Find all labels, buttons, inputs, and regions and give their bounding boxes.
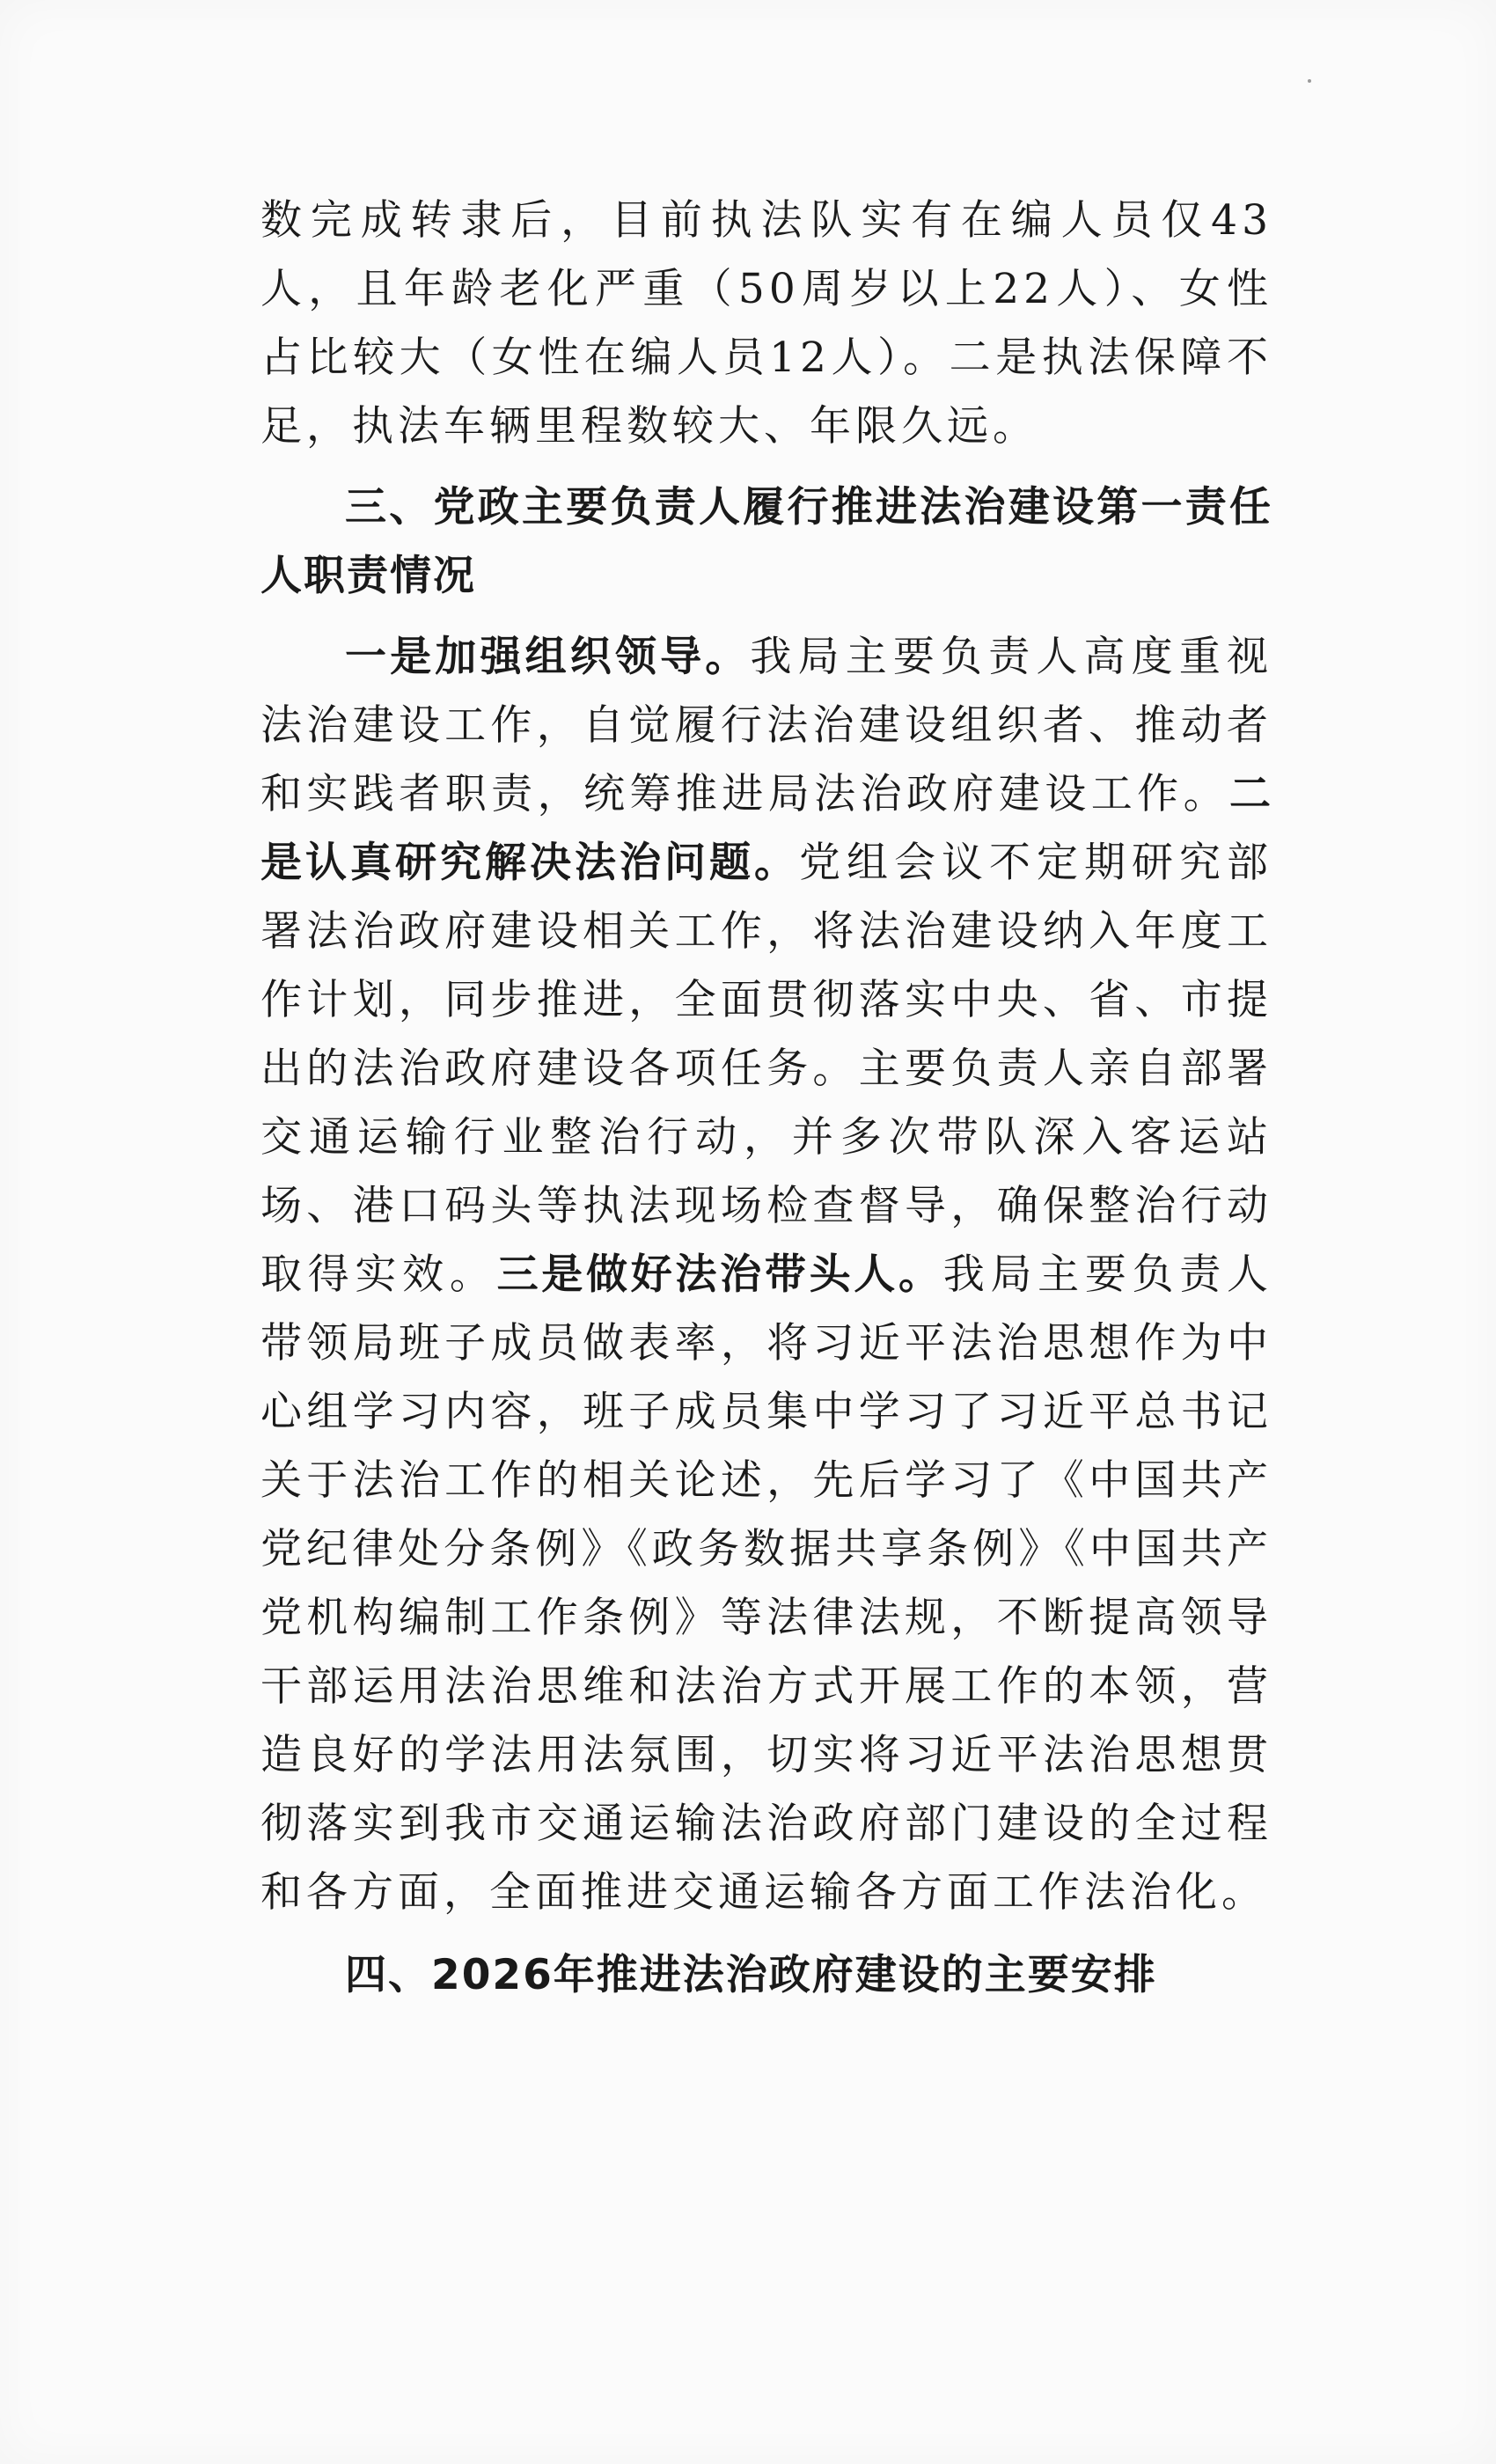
scan-speck (1308, 79, 1311, 83)
text-organization: 我局主要负责人高度重视法治建设工作，自觉履行法治建设组织者、推动者和实践者职责，统筹推进局法治政府建设工作。 (260, 633, 1273, 818)
paragraph-staffing: 数完成转隶后，目前执法队实有在编人员仅43人，且年龄老化严重（50周岁以上22人）、女性占比较大（女性在编人员12人）。二是执法保障不足，执法车辆里程数较大、年限久远。 (260, 196, 1272, 451)
section-heading-3: 三、党政主要负责人履行推进法治建设第一责任人职责情况 (260, 483, 1272, 600)
text-example: 我局主要负责人带领局班子成员做表率，将习近平法治思想作为中心组学习内容，班子成员集中学习了习近平总书记关于法治工作的相关论述，先后学习了《中国共产党纪律处分条例》《政务数据共享条例》《中国共产党机构编制工作条例》等法律法规，不断提高领导干部运用法治思维和法治方式开展工作的本领，营造良好的学法用法氛围，切实将习近平法治思想贯彻落实到我市交通运输法治政府部门建设的全过程和各方面，全面推进交通运输各方面工作法治化。 (260, 1250, 1273, 1917)
lead-research: 二是认真研究解决法治问题。 (260, 770, 1272, 887)
section-heading-4: 四、2026年推进法治政府建设的主要安排 (345, 1951, 1157, 1999)
lead-example: 三是做好法治带头人。 (496, 1250, 943, 1299)
lead-organization: 一是加强组织领导。 (345, 633, 751, 681)
text-research: 党组会议不定期研究部署法治政府建设相关工作，将法治建设纳入年度工作计划，同步推进，全面贯彻落实中央、省、市提出的法治政府建设各项任务。主要负责人亲自部署交通运输行业整治行动，并多次带队深入客运站场、港口码头等执法现场检查督导，确保整治行动取得实效。 (260, 839, 1272, 1299)
document-body (260, 187, 1272, 2010)
paragraph-responsibility (260, 623, 1272, 1927)
